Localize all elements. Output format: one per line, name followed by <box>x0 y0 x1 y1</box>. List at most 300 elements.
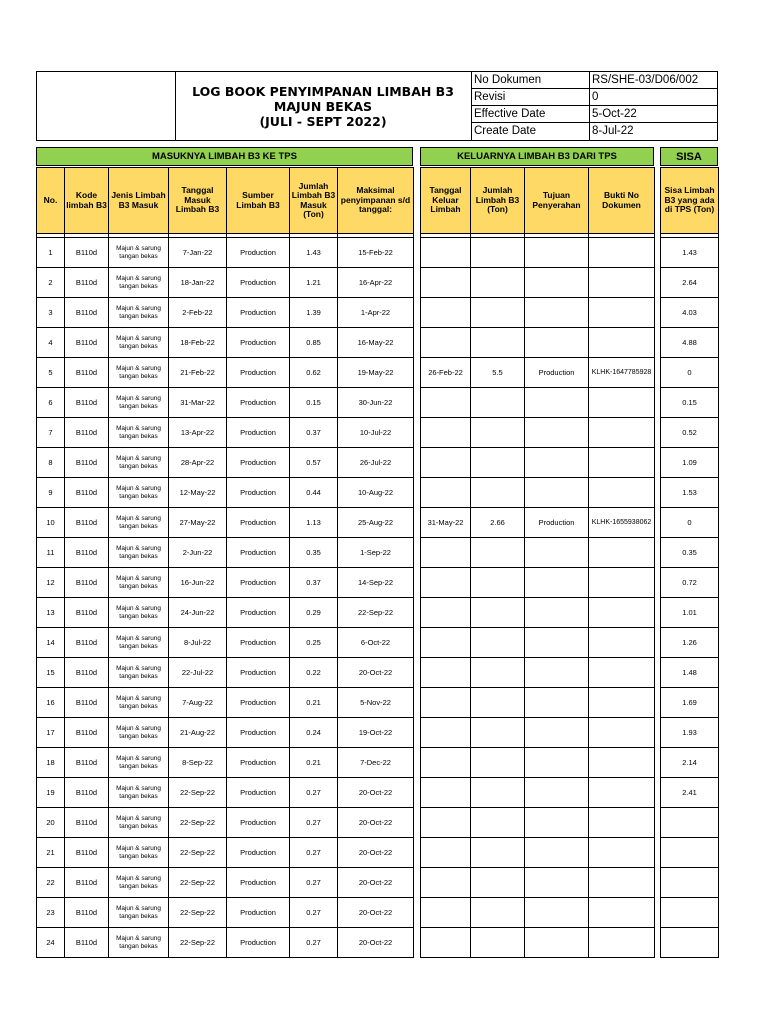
table-cell: 18 <box>37 748 65 778</box>
table-cell: 0.25 <box>290 628 338 658</box>
table-cell: Production <box>227 418 290 448</box>
table-cell: 1.09 <box>661 448 719 478</box>
table-cell: 8-Sep-22 <box>169 748 227 778</box>
meta-row-no-dokumen <box>471 72 717 89</box>
table-cell: Production <box>227 358 290 388</box>
table-cell <box>471 448 525 478</box>
table-cell: 0.35 <box>661 538 719 568</box>
table-cell <box>421 748 471 778</box>
table-cell: 2 <box>37 268 65 298</box>
table-row <box>37 598 414 628</box>
table-cell: Production <box>227 568 290 598</box>
table-row <box>37 538 414 568</box>
table-row <box>421 238 655 268</box>
column-header: Tujuan Penyerahan <box>525 168 589 234</box>
table-row <box>661 568 719 598</box>
meta-value: 5-Oct-22 <box>592 108 637 120</box>
table-cell: Majun & sarung tangan bekas <box>109 928 169 958</box>
table-cell: 25-Aug-22 <box>338 508 414 538</box>
table-row <box>661 898 719 928</box>
table-row <box>37 568 414 598</box>
column-header: Maksimal penyimpanan s/d tanggal: <box>338 168 414 234</box>
table-row <box>421 268 655 298</box>
title-line-3: (JULI - SEPT 2022) <box>259 113 387 129</box>
table-row <box>661 808 719 838</box>
table-cell: 9 <box>37 478 65 508</box>
table-cell <box>421 628 471 658</box>
table-cell <box>589 658 655 688</box>
table-row <box>37 298 414 328</box>
table-row <box>421 298 655 328</box>
table-cell: 7-Aug-22 <box>169 688 227 718</box>
table-cell <box>525 718 589 748</box>
document-meta <box>471 72 717 140</box>
table-cell <box>421 538 471 568</box>
table-row <box>37 448 414 478</box>
table-cell: B110d <box>65 268 109 298</box>
table-cell <box>525 928 589 958</box>
table-row <box>661 238 719 268</box>
table-cell: 20-Oct-22 <box>338 898 414 928</box>
table-cell <box>471 418 525 448</box>
table-cell: Majun & sarung tangan bekas <box>109 808 169 838</box>
table-cell <box>525 688 589 718</box>
table-row <box>661 628 719 658</box>
table-cell: 26-Jul-22 <box>338 448 414 478</box>
table-row <box>421 898 655 928</box>
column-header: No. <box>37 168 65 234</box>
table-cell <box>589 418 655 448</box>
table-cell: 0.29 <box>290 598 338 628</box>
table-cell <box>421 658 471 688</box>
table-cell: B110d <box>65 688 109 718</box>
table-cell: B110d <box>65 418 109 448</box>
table-cell: 13 <box>37 598 65 628</box>
table-cell: Majun & sarung tangan bekas <box>109 688 169 718</box>
table-row <box>421 838 655 868</box>
table-cell: 10 <box>37 508 65 538</box>
table-cell: 1.01 <box>661 598 719 628</box>
table-cell <box>525 298 589 328</box>
section-title-in: MASUKNYA LIMBAH B3 KE TPS <box>36 147 413 166</box>
table-cell: Majun & sarung tangan bekas <box>109 838 169 868</box>
table-cell <box>471 388 525 418</box>
title-line-1: LOG BOOK PENYIMPANAN LIMBAH B3 <box>192 83 454 99</box>
table-cell <box>421 448 471 478</box>
table-cell: 10-Jul-22 <box>338 418 414 448</box>
table-cell <box>589 688 655 718</box>
table-row <box>37 238 414 268</box>
table-row <box>421 658 655 688</box>
table-cell <box>525 478 589 508</box>
table-cell <box>421 598 471 628</box>
table-cell: 0.37 <box>290 418 338 448</box>
table-cell <box>661 928 719 958</box>
table-row <box>37 508 414 538</box>
table-cell: 26-Feb-22 <box>421 358 471 388</box>
table-row <box>661 778 719 808</box>
table-cell <box>471 778 525 808</box>
table-row <box>37 628 414 658</box>
table-cell: Majun & sarung tangan bekas <box>109 358 169 388</box>
table-cell: 0 <box>661 358 719 388</box>
table-cell: 0.57 <box>290 448 338 478</box>
table-cell <box>471 298 525 328</box>
column-header: Tanggal Keluar Limbah <box>421 168 471 234</box>
table-row <box>661 658 719 688</box>
table-cell: 22-Sep-22 <box>169 838 227 868</box>
table-row <box>421 718 655 748</box>
table-cell <box>471 478 525 508</box>
column-header: Jumlah Limbah B3 Masuk (Ton) <box>290 168 338 234</box>
table-cell: Production <box>227 328 290 358</box>
table-cell: 8-Jul-22 <box>169 628 227 658</box>
table-row <box>37 778 414 808</box>
table-cell: 20 <box>37 808 65 838</box>
table-cell <box>471 538 525 568</box>
table-cell <box>421 238 471 268</box>
table-cell: 1.26 <box>661 628 719 658</box>
table-cell: 0.24 <box>290 718 338 748</box>
table-cell <box>471 238 525 268</box>
table-cell <box>589 778 655 808</box>
table-cell: 0.85 <box>290 328 338 358</box>
table-cell <box>525 658 589 688</box>
table-cell <box>525 568 589 598</box>
table-cell: 4 <box>37 328 65 358</box>
table-cell: Majun & sarung tangan bekas <box>109 478 169 508</box>
table-row <box>661 388 719 418</box>
table-cell: Production <box>227 598 290 628</box>
table-cell: 19 <box>37 778 65 808</box>
table-cell: 28-Apr-22 <box>169 448 227 478</box>
table-row <box>421 418 655 448</box>
table-cell <box>525 448 589 478</box>
table-cell: 1.53 <box>661 478 719 508</box>
table-cell: Majun & sarung tangan bekas <box>109 628 169 658</box>
table-cell <box>471 688 525 718</box>
table-cell: 0.37 <box>290 568 338 598</box>
table-row <box>37 718 414 748</box>
table-cell: 20-Oct-22 <box>338 868 414 898</box>
table-row <box>37 268 414 298</box>
table-cell: Production <box>227 238 290 268</box>
table-cell: 0.21 <box>290 688 338 718</box>
table-cell <box>471 928 525 958</box>
table-cell <box>471 718 525 748</box>
table-row <box>661 478 719 508</box>
table-cell <box>471 748 525 778</box>
table-cell <box>421 868 471 898</box>
table-cell <box>421 298 471 328</box>
table-cell: 7-Jan-22 <box>169 238 227 268</box>
table-cell: B110d <box>65 538 109 568</box>
table-cell: 7 <box>37 418 65 448</box>
table-cell: Production <box>227 448 290 478</box>
table-cell: 1.39 <box>290 298 338 328</box>
table-cell: Production <box>227 898 290 928</box>
table-cell <box>421 328 471 358</box>
table-cell: 0.62 <box>290 358 338 388</box>
table-cell <box>661 808 719 838</box>
meta-value: 8-Jul-22 <box>592 125 634 137</box>
table-cell: 0.44 <box>290 478 338 508</box>
table-row <box>421 328 655 358</box>
table-row <box>661 328 719 358</box>
table-cell: 1.21 <box>290 268 338 298</box>
header-row-out <box>421 168 655 234</box>
title-line-2: MAJUN BEKAS <box>273 98 373 114</box>
table-cell <box>589 808 655 838</box>
table-cell: 0.27 <box>290 928 338 958</box>
table-cell: 17 <box>37 718 65 748</box>
table-cell: 1-Sep-22 <box>338 538 414 568</box>
table-row <box>37 748 414 778</box>
table-cell <box>589 538 655 568</box>
table-cell <box>661 868 719 898</box>
table-keluar <box>420 167 655 958</box>
table-cell <box>589 718 655 748</box>
table-cell <box>589 868 655 898</box>
table-cell <box>525 598 589 628</box>
table-cell: 21-Feb-22 <box>169 358 227 388</box>
table-row <box>37 808 414 838</box>
table-cell: B110d <box>65 658 109 688</box>
table-row <box>37 898 414 928</box>
table-cell: Production <box>525 358 589 388</box>
table-cell: 5 <box>37 358 65 388</box>
table-cell: 0.22 <box>290 658 338 688</box>
table-sisa <box>660 167 719 958</box>
table-row <box>421 928 655 958</box>
table-cell: Production <box>227 658 290 688</box>
table-cell: 7-Dec-22 <box>338 748 414 778</box>
table-cell: Production <box>227 838 290 868</box>
table-cell: 0.15 <box>661 388 719 418</box>
table-cell: Majun & sarung tangan bekas <box>109 868 169 898</box>
table-cell: B110d <box>65 778 109 808</box>
table-cell <box>471 628 525 658</box>
table-row <box>421 508 655 538</box>
table-cell: Production <box>227 508 290 538</box>
table-cell: Production <box>227 928 290 958</box>
document-header <box>36 71 718 141</box>
table-row <box>37 688 414 718</box>
table-cell: B110d <box>65 508 109 538</box>
table-cell: Production <box>227 718 290 748</box>
table-cell: 2.14 <box>661 748 719 778</box>
table-row <box>421 478 655 508</box>
table-cell: B110d <box>65 298 109 328</box>
table-row <box>421 388 655 418</box>
table-cell: 27-May-22 <box>169 508 227 538</box>
table-row <box>421 358 655 388</box>
table-cell: Majun & sarung tangan bekas <box>109 418 169 448</box>
table-cell: Majun & sarung tangan bekas <box>109 778 169 808</box>
table-cell <box>421 268 471 298</box>
table-cell: Production <box>227 628 290 658</box>
table-cell: 21-Aug-22 <box>169 718 227 748</box>
table-cell: 4.03 <box>661 298 719 328</box>
table-cell: Majun & sarung tangan bekas <box>109 658 169 688</box>
table-cell <box>471 838 525 868</box>
table-cell: 0.27 <box>290 838 338 868</box>
table-cell <box>471 898 525 928</box>
table-cell <box>421 838 471 868</box>
table-cell: Majun & sarung tangan bekas <box>109 598 169 628</box>
table-cell: 4.88 <box>661 328 719 358</box>
table-cell: 0.52 <box>661 418 719 448</box>
table-cell <box>525 898 589 928</box>
table-cell: 0.27 <box>290 778 338 808</box>
table-cell <box>589 448 655 478</box>
table-cell <box>471 268 525 298</box>
table-cell <box>525 418 589 448</box>
table-cell <box>421 568 471 598</box>
table-cell: Production <box>227 478 290 508</box>
table-row <box>661 748 719 778</box>
table-cell: 1.13 <box>290 508 338 538</box>
table-cell: 12-May-22 <box>169 478 227 508</box>
table-row <box>37 358 414 388</box>
table-row <box>37 868 414 898</box>
table-cell: B110d <box>65 358 109 388</box>
section-title-out: KELUARNYA LIMBAH B3 DARI TPS <box>420 147 654 166</box>
table-cell: 11 <box>37 538 65 568</box>
table-cell: 18-Feb-22 <box>169 328 227 358</box>
table-cell: 16 <box>37 688 65 718</box>
table-cell: 19-Oct-22 <box>338 718 414 748</box>
table-cell: 1.43 <box>661 238 719 268</box>
table-row <box>37 418 414 448</box>
table-cell: 24-Jun-22 <box>169 598 227 628</box>
table-cell: 22-Sep-22 <box>169 898 227 928</box>
table-cell: B110d <box>65 388 109 418</box>
table-cell: 1.69 <box>661 688 719 718</box>
table-row <box>421 808 655 838</box>
table-cell: 1 <box>37 238 65 268</box>
table-cell: Production <box>525 508 589 538</box>
table-cell <box>471 568 525 598</box>
table-cell: 2.64 <box>661 268 719 298</box>
table-row <box>661 508 719 538</box>
table-cell: Production <box>227 298 290 328</box>
table-cell: 0.27 <box>290 898 338 928</box>
table-cell: Majun & sarung tangan bekas <box>109 538 169 568</box>
table-cell: Majun & sarung tangan bekas <box>109 898 169 928</box>
table-cell <box>525 838 589 868</box>
column-header: Sumber Limbah B3 <box>227 168 290 234</box>
table-cell: 2.41 <box>661 778 719 808</box>
table-cell: 2-Feb-22 <box>169 298 227 328</box>
table-row <box>661 538 719 568</box>
meta-key: Create Date <box>472 123 590 140</box>
table-cell: Majun & sarung tangan bekas <box>109 268 169 298</box>
table-row <box>37 928 414 958</box>
table-row <box>661 298 719 328</box>
table-cell <box>471 658 525 688</box>
table-cell: 2-Jun-22 <box>169 538 227 568</box>
table-row <box>661 358 719 388</box>
table-cell <box>589 898 655 928</box>
table-cell <box>589 268 655 298</box>
table-cell <box>471 868 525 898</box>
table-cell <box>589 628 655 658</box>
table-row <box>421 628 655 658</box>
table-row <box>37 478 414 508</box>
table-cell: 1.48 <box>661 658 719 688</box>
meta-value: 0 <box>592 91 599 103</box>
table-cell <box>525 328 589 358</box>
meta-row-create-date <box>471 123 717 140</box>
table-cell <box>471 328 525 358</box>
table-cell: Production <box>227 688 290 718</box>
header-row-in <box>37 168 414 234</box>
table-cell: 0.21 <box>290 748 338 778</box>
table-cell <box>525 748 589 778</box>
table-cell: Production <box>227 868 290 898</box>
table-masuk <box>36 167 414 958</box>
table-cell: B110d <box>65 748 109 778</box>
table-cell: B110d <box>65 838 109 868</box>
table-cell <box>589 838 655 868</box>
table-cell: 22-Sep-22 <box>169 868 227 898</box>
table-cell: Majun & sarung tangan bekas <box>109 238 169 268</box>
table-row <box>421 538 655 568</box>
table-cell: B110d <box>65 928 109 958</box>
table-cell: 5.5 <box>471 358 525 388</box>
table-cell: 14 <box>37 628 65 658</box>
table-cell: 1-Apr-22 <box>338 298 414 328</box>
table-cell: 6-Oct-22 <box>338 628 414 658</box>
meta-key: No Dokumen <box>472 72 590 88</box>
table-cell: 31-May-22 <box>421 508 471 538</box>
column-header: Tanggal Masuk Limbah B3 <box>169 168 227 234</box>
table-cell: 14-Sep-22 <box>338 568 414 598</box>
table-cell: 22-Sep-22 <box>169 928 227 958</box>
table-row <box>661 268 719 298</box>
table-cell: 5-Nov-22 <box>338 688 414 718</box>
table-cell: 6 <box>37 388 65 418</box>
table-cell: B110d <box>65 598 109 628</box>
table-cell: 16-May-22 <box>338 328 414 358</box>
table-cell <box>589 928 655 958</box>
table-cell: 22-Sep-22 <box>169 808 227 838</box>
table-cell: 3 <box>37 298 65 328</box>
table-cell <box>525 808 589 838</box>
table-cell: 31-Mar-22 <box>169 388 227 418</box>
section-title-sisa: SISA <box>660 147 718 166</box>
table-row <box>661 838 719 868</box>
logo-cell <box>37 72 176 140</box>
table-cell <box>421 388 471 418</box>
meta-value: RS/SHE-03/D06/002 <box>592 74 699 86</box>
table-cell: B110d <box>65 328 109 358</box>
table-cell: 12 <box>37 568 65 598</box>
table-cell: 20-Oct-22 <box>338 928 414 958</box>
table-cell: 18-Jan-22 <box>169 268 227 298</box>
table-cell: 23 <box>37 898 65 928</box>
table-cell: 21 <box>37 838 65 868</box>
table-cell: B110d <box>65 718 109 748</box>
header-row-sisa <box>661 168 719 234</box>
table-row <box>421 598 655 628</box>
table-cell: Production <box>227 268 290 298</box>
table-cell: Production <box>227 538 290 568</box>
table-cell <box>421 928 471 958</box>
table-cell <box>421 808 471 838</box>
table-cell: 0.15 <box>290 388 338 418</box>
